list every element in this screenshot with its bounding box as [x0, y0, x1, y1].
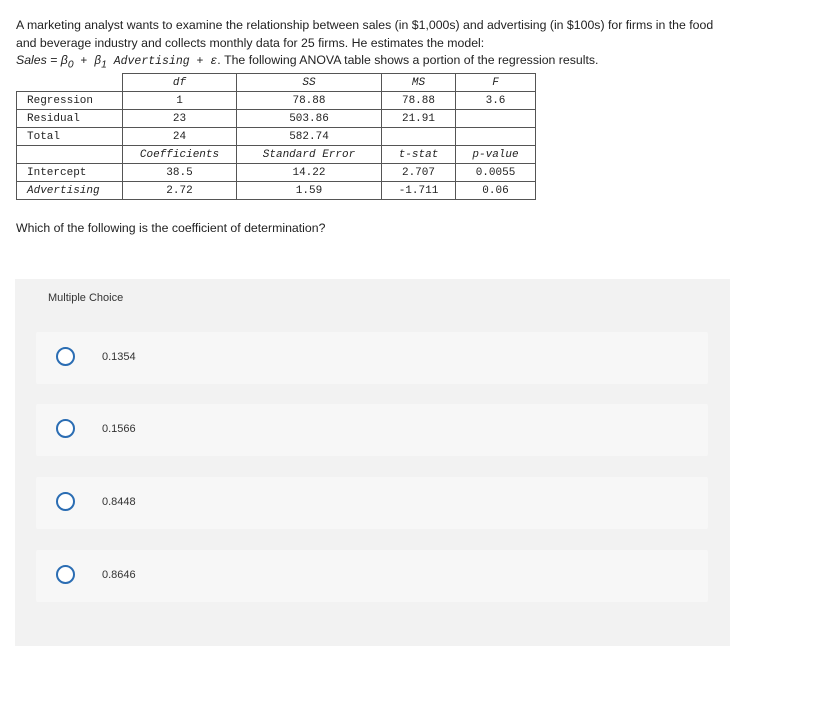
cell-f [456, 110, 536, 128]
choice-option-1[interactable] [36, 332, 708, 384]
radio-button-icon[interactable] [56, 419, 75, 438]
model-equation [16, 53, 218, 71]
beta0-subscript: 0 [67, 59, 74, 71]
cell-coefficient: 2.72 [123, 182, 237, 200]
radio-button-icon[interactable] [56, 565, 75, 584]
multiple-choice-title: Multiple Choice [48, 292, 124, 304]
model-lhs: Sales = β [16, 53, 68, 67]
header-ss: SS [237, 74, 382, 92]
radio-button-icon[interactable] [56, 492, 75, 511]
cell-f: 3.6 [456, 92, 536, 110]
cell-df: 1 [123, 92, 237, 110]
cell-p-value: 0.0055 [456, 164, 536, 182]
model-variable: Advertising + ε [106, 55, 218, 68]
row-label: Residual [17, 110, 123, 128]
cell-f [456, 128, 536, 146]
choice-option-2[interactable] [36, 404, 708, 456]
cell-coefficient: 38.5 [123, 164, 237, 182]
question-line-1: A marketing analyst wants to examine the relationship between sales (in $1,000s) and advertising (in $100s) for firms in the food [16, 18, 714, 32]
cell-standard-error: 14.22 [237, 164, 382, 182]
row-label: Total [17, 128, 123, 146]
choice-label: 0.8646 [102, 569, 136, 581]
choice-label: 0.1354 [102, 351, 136, 363]
row-label: Regression [17, 92, 123, 110]
row-label: Intercept [17, 164, 123, 182]
header-cell-empty [17, 74, 123, 92]
anova-row-regression [17, 92, 536, 110]
cell-df: 24 [123, 128, 237, 146]
header-f: F [456, 74, 536, 92]
cell-ms: 21.91 [382, 110, 456, 128]
row-label: Advertising [17, 182, 123, 200]
coef-row-advertising [17, 182, 536, 200]
cell-standard-error: 1.59 [237, 182, 382, 200]
beta1-subscript: 1 [101, 59, 107, 71]
cell-ms: 78.88 [382, 92, 456, 110]
anova-table [16, 73, 536, 200]
cell-t-stat: -1.711 [382, 182, 456, 200]
cell-ms [382, 128, 456, 146]
radio-button-icon[interactable] [56, 347, 75, 366]
header-df: df [123, 74, 237, 92]
choice-label: 0.1566 [102, 423, 136, 435]
coef-row-intercept [17, 164, 536, 182]
cell-ss: 503.86 [237, 110, 382, 128]
header-coefficients: Coefficients [123, 146, 237, 164]
choice-option-3[interactable] [36, 477, 708, 529]
cell-ss: 582.74 [237, 128, 382, 146]
cell-p-value: 0.06 [456, 182, 536, 200]
coef-header-empty [17, 146, 123, 164]
anova-header-row [17, 74, 536, 92]
header-standard-error: Standard Error [237, 146, 382, 164]
question-stem: Which of the following is the coefficient of determination? [16, 221, 326, 235]
question-line-3 [16, 52, 746, 74]
question-text [16, 17, 746, 74]
coef-header-row [17, 146, 536, 164]
anova-row-residual [17, 110, 536, 128]
model-plus: + β [73, 55, 102, 68]
model-tail: . The following ANOVA table shows a portion of the regression results. [217, 53, 599, 67]
header-t-stat: t-stat [382, 146, 456, 164]
header-p-value: p-value [456, 146, 536, 164]
multiple-choice-panel [15, 279, 730, 646]
question-line-2: and beverage industry and collects monthly data for 25 firms. He estimates the model: [16, 35, 485, 50]
anova-row-total [17, 128, 536, 146]
cell-df: 23 [123, 110, 237, 128]
header-ms: MS [382, 74, 456, 92]
choice-option-4[interactable] [36, 550, 708, 602]
cell-t-stat: 2.707 [382, 164, 456, 182]
cell-ss: 78.88 [237, 92, 382, 110]
choice-label: 0.8448 [102, 496, 136, 508]
